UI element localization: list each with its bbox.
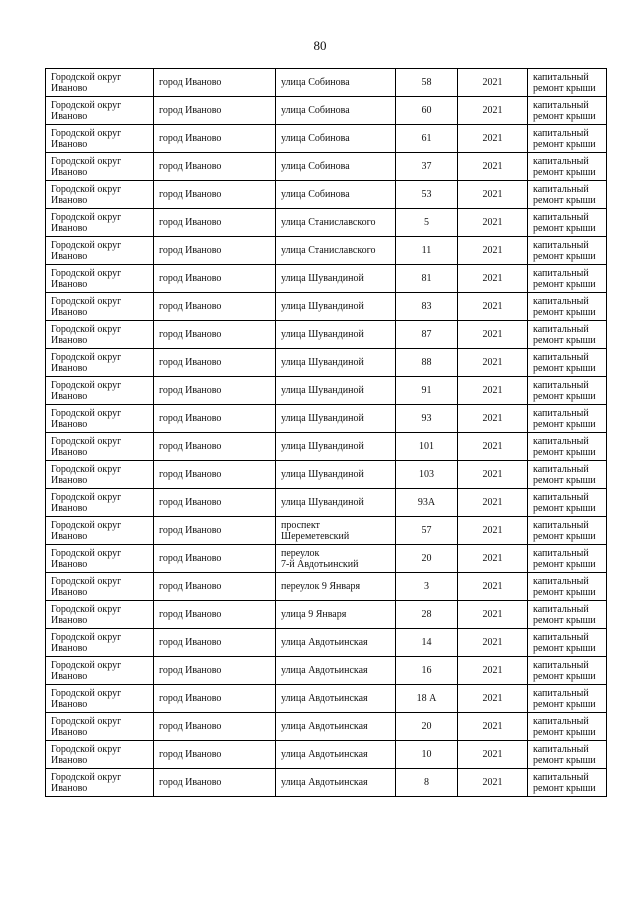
street-cell: улица Шувандиной	[276, 489, 396, 517]
street-cell: улица Собинова	[276, 181, 396, 209]
house-number-cell: 20	[396, 545, 458, 573]
work-type-cell: капитальный ремонт крыши	[528, 685, 607, 713]
district-cell: Городской округ Иваново	[46, 573, 154, 601]
district-cell: Городской округ Иваново	[46, 601, 154, 629]
table-row	[46, 405, 607, 433]
street-cell: улица Авдотьинская	[276, 769, 396, 797]
table-row	[46, 545, 607, 573]
house-number-cell: 53	[396, 181, 458, 209]
street-cell: переулок 7-й Авдотьинский	[276, 545, 396, 573]
work-type-cell: капитальный ремонт крыши	[528, 69, 607, 97]
house-number-cell: 18 А	[396, 685, 458, 713]
work-type-cell: капитальный ремонт крыши	[528, 209, 607, 237]
district-cell: Городской округ Иваново	[46, 769, 154, 797]
work-type-cell: капитальный ремонт крыши	[528, 321, 607, 349]
table-row	[46, 573, 607, 601]
year-cell: 2021	[458, 97, 528, 125]
city-cell: город Иваново	[154, 713, 276, 741]
work-type-cell: капитальный ремонт крыши	[528, 741, 607, 769]
table-row	[46, 657, 607, 685]
city-cell: город Иваново	[154, 181, 276, 209]
work-type-cell: капитальный ремонт крыши	[528, 601, 607, 629]
year-cell: 2021	[458, 349, 528, 377]
table-row	[46, 461, 607, 489]
work-type-cell: капитальный ремонт крыши	[528, 489, 607, 517]
district-cell: Городской округ Иваново	[46, 405, 154, 433]
year-cell: 2021	[458, 461, 528, 489]
table-row	[46, 517, 607, 545]
table-row	[46, 601, 607, 629]
district-cell: Городской округ Иваново	[46, 685, 154, 713]
roof-repair-register-table	[45, 68, 607, 797]
district-cell: Городской округ Иваново	[46, 377, 154, 405]
table-row	[46, 769, 607, 797]
city-cell: город Иваново	[154, 237, 276, 265]
city-cell: город Иваново	[154, 349, 276, 377]
street-cell: улица Шувандиной	[276, 321, 396, 349]
work-type-cell: капитальный ремонт крыши	[528, 545, 607, 573]
district-cell: Городской округ Иваново	[46, 741, 154, 769]
work-type-cell: капитальный ремонт крыши	[528, 517, 607, 545]
street-cell: улица Собинова	[276, 125, 396, 153]
work-type-cell: капитальный ремонт крыши	[528, 657, 607, 685]
city-cell: город Иваново	[154, 489, 276, 517]
house-number-cell: 93А	[396, 489, 458, 517]
street-cell: улица Шувандиной	[276, 377, 396, 405]
table-row	[46, 377, 607, 405]
year-cell: 2021	[458, 237, 528, 265]
city-cell: город Иваново	[154, 97, 276, 125]
year-cell: 2021	[458, 741, 528, 769]
house-number-cell: 61	[396, 125, 458, 153]
district-cell: Городской округ Иваново	[46, 97, 154, 125]
table-row	[46, 741, 607, 769]
house-number-cell: 28	[396, 601, 458, 629]
table-row	[46, 349, 607, 377]
work-type-cell: капитальный ремонт крыши	[528, 153, 607, 181]
city-cell: город Иваново	[154, 125, 276, 153]
house-number-cell: 20	[396, 713, 458, 741]
year-cell: 2021	[458, 685, 528, 713]
city-cell: город Иваново	[154, 629, 276, 657]
city-cell: город Иваново	[154, 601, 276, 629]
house-number-cell: 103	[396, 461, 458, 489]
street-cell: проспект Шереметевский	[276, 517, 396, 545]
year-cell: 2021	[458, 293, 528, 321]
district-cell: Городской округ Иваново	[46, 545, 154, 573]
house-number-cell: 3	[396, 573, 458, 601]
table-row	[46, 489, 607, 517]
district-cell: Городской округ Иваново	[46, 125, 154, 153]
year-cell: 2021	[458, 573, 528, 601]
city-cell: город Иваново	[154, 517, 276, 545]
table-row	[46, 629, 607, 657]
work-type-cell: капитальный ремонт крыши	[528, 629, 607, 657]
district-cell: Городской округ Иваново	[46, 517, 154, 545]
work-type-cell: капитальный ремонт крыши	[528, 125, 607, 153]
work-type-cell: капитальный ремонт крыши	[528, 405, 607, 433]
city-cell: город Иваново	[154, 153, 276, 181]
table-row	[46, 125, 607, 153]
year-cell: 2021	[458, 713, 528, 741]
street-cell: улица Авдотьинская	[276, 741, 396, 769]
house-number-cell: 11	[396, 237, 458, 265]
street-cell: улица Авдотьинская	[276, 629, 396, 657]
work-type-cell: капитальный ремонт крыши	[528, 769, 607, 797]
city-cell: город Иваново	[154, 405, 276, 433]
year-cell: 2021	[458, 69, 528, 97]
city-cell: город Иваново	[154, 573, 276, 601]
year-cell: 2021	[458, 153, 528, 181]
year-cell: 2021	[458, 601, 528, 629]
work-type-cell: капитальный ремонт крыши	[528, 97, 607, 125]
work-type-cell: капитальный ремонт крыши	[528, 265, 607, 293]
work-type-cell: капитальный ремонт крыши	[528, 713, 607, 741]
house-number-cell: 57	[396, 517, 458, 545]
house-number-cell: 93	[396, 405, 458, 433]
house-number-cell: 87	[396, 321, 458, 349]
city-cell: город Иваново	[154, 769, 276, 797]
house-number-cell: 91	[396, 377, 458, 405]
street-cell: улица Шувандиной	[276, 433, 396, 461]
district-cell: Городской округ Иваново	[46, 321, 154, 349]
street-cell: улица Шувандиной	[276, 293, 396, 321]
city-cell: город Иваново	[154, 657, 276, 685]
street-cell: улица Собинова	[276, 153, 396, 181]
district-cell: Городской округ Иваново	[46, 461, 154, 489]
year-cell: 2021	[458, 433, 528, 461]
city-cell: город Иваново	[154, 69, 276, 97]
street-cell: улица Станиславского	[276, 237, 396, 265]
work-type-cell: капитальный ремонт крыши	[528, 349, 607, 377]
table-row	[46, 321, 607, 349]
street-cell: переулок 9 Января	[276, 573, 396, 601]
district-cell: Городской округ Иваново	[46, 181, 154, 209]
street-cell: улица Собинова	[276, 69, 396, 97]
district-cell: Городской округ Иваново	[46, 657, 154, 685]
city-cell: город Иваново	[154, 685, 276, 713]
year-cell: 2021	[458, 489, 528, 517]
district-cell: Городской округ Иваново	[46, 629, 154, 657]
district-cell: Городской округ Иваново	[46, 349, 154, 377]
street-cell: улица 9 Января	[276, 601, 396, 629]
district-cell: Городской округ Иваново	[46, 713, 154, 741]
district-cell: Городской округ Иваново	[46, 209, 154, 237]
city-cell: город Иваново	[154, 545, 276, 573]
work-type-cell: капитальный ремонт крыши	[528, 377, 607, 405]
street-cell: улица Авдотьинская	[276, 685, 396, 713]
house-number-cell: 81	[396, 265, 458, 293]
district-cell: Городской округ Иваново	[46, 237, 154, 265]
house-number-cell: 88	[396, 349, 458, 377]
year-cell: 2021	[458, 517, 528, 545]
table-body	[46, 69, 607, 797]
street-cell: улица Собинова	[276, 97, 396, 125]
table-row	[46, 97, 607, 125]
table-row	[46, 237, 607, 265]
street-cell: улица Авдотьинская	[276, 657, 396, 685]
table-row	[46, 153, 607, 181]
house-number-cell: 60	[396, 97, 458, 125]
house-number-cell: 14	[396, 629, 458, 657]
house-number-cell: 83	[396, 293, 458, 321]
year-cell: 2021	[458, 769, 528, 797]
district-cell: Городской округ Иваново	[46, 69, 154, 97]
city-cell: город Иваново	[154, 377, 276, 405]
house-number-cell: 37	[396, 153, 458, 181]
street-cell: улица Шувандиной	[276, 461, 396, 489]
year-cell: 2021	[458, 321, 528, 349]
table-row	[46, 293, 607, 321]
house-number-cell: 5	[396, 209, 458, 237]
table-row	[46, 69, 607, 97]
street-cell: улица Станиславского	[276, 209, 396, 237]
city-cell: город Иваново	[154, 293, 276, 321]
district-cell: Городской округ Иваново	[46, 489, 154, 517]
table-row	[46, 209, 607, 237]
house-number-cell: 58	[396, 69, 458, 97]
city-cell: город Иваново	[154, 321, 276, 349]
table-row	[46, 433, 607, 461]
city-cell: город Иваново	[154, 741, 276, 769]
street-cell: улица Авдотьинская	[276, 713, 396, 741]
district-cell: Городской округ Иваново	[46, 153, 154, 181]
work-type-cell: капитальный ремонт крыши	[528, 293, 607, 321]
year-cell: 2021	[458, 265, 528, 293]
page-number: 80	[313, 38, 327, 53]
year-cell: 2021	[458, 405, 528, 433]
street-cell: улица Шувандиной	[276, 349, 396, 377]
year-cell: 2021	[458, 629, 528, 657]
work-type-cell: капитальный ремонт крыши	[528, 237, 607, 265]
district-cell: Городской округ Иваново	[46, 265, 154, 293]
house-number-cell: 8	[396, 769, 458, 797]
year-cell: 2021	[458, 209, 528, 237]
district-cell: Городской округ Иваново	[46, 293, 154, 321]
table-row	[46, 713, 607, 741]
street-cell: улица Шувандиной	[276, 265, 396, 293]
house-number-cell: 101	[396, 433, 458, 461]
table-row	[46, 265, 607, 293]
year-cell: 2021	[458, 657, 528, 685]
work-type-cell: капитальный ремонт крыши	[528, 433, 607, 461]
house-number-cell: 16	[396, 657, 458, 685]
year-cell: 2021	[458, 125, 528, 153]
year-cell: 2021	[458, 181, 528, 209]
street-cell: улица Шувандиной	[276, 405, 396, 433]
table-row	[46, 685, 607, 713]
year-cell: 2021	[458, 377, 528, 405]
city-cell: город Иваново	[154, 209, 276, 237]
year-cell: 2021	[458, 545, 528, 573]
table-row	[46, 181, 607, 209]
city-cell: город Иваново	[154, 433, 276, 461]
city-cell: город Иваново	[154, 461, 276, 489]
city-cell: город Иваново	[154, 265, 276, 293]
house-number-cell: 10	[396, 741, 458, 769]
district-cell: Городской округ Иваново	[46, 433, 154, 461]
work-type-cell: капитальный ремонт крыши	[528, 181, 607, 209]
work-type-cell: капитальный ремонт крыши	[528, 461, 607, 489]
work-type-cell: капитальный ремонт крыши	[528, 573, 607, 601]
